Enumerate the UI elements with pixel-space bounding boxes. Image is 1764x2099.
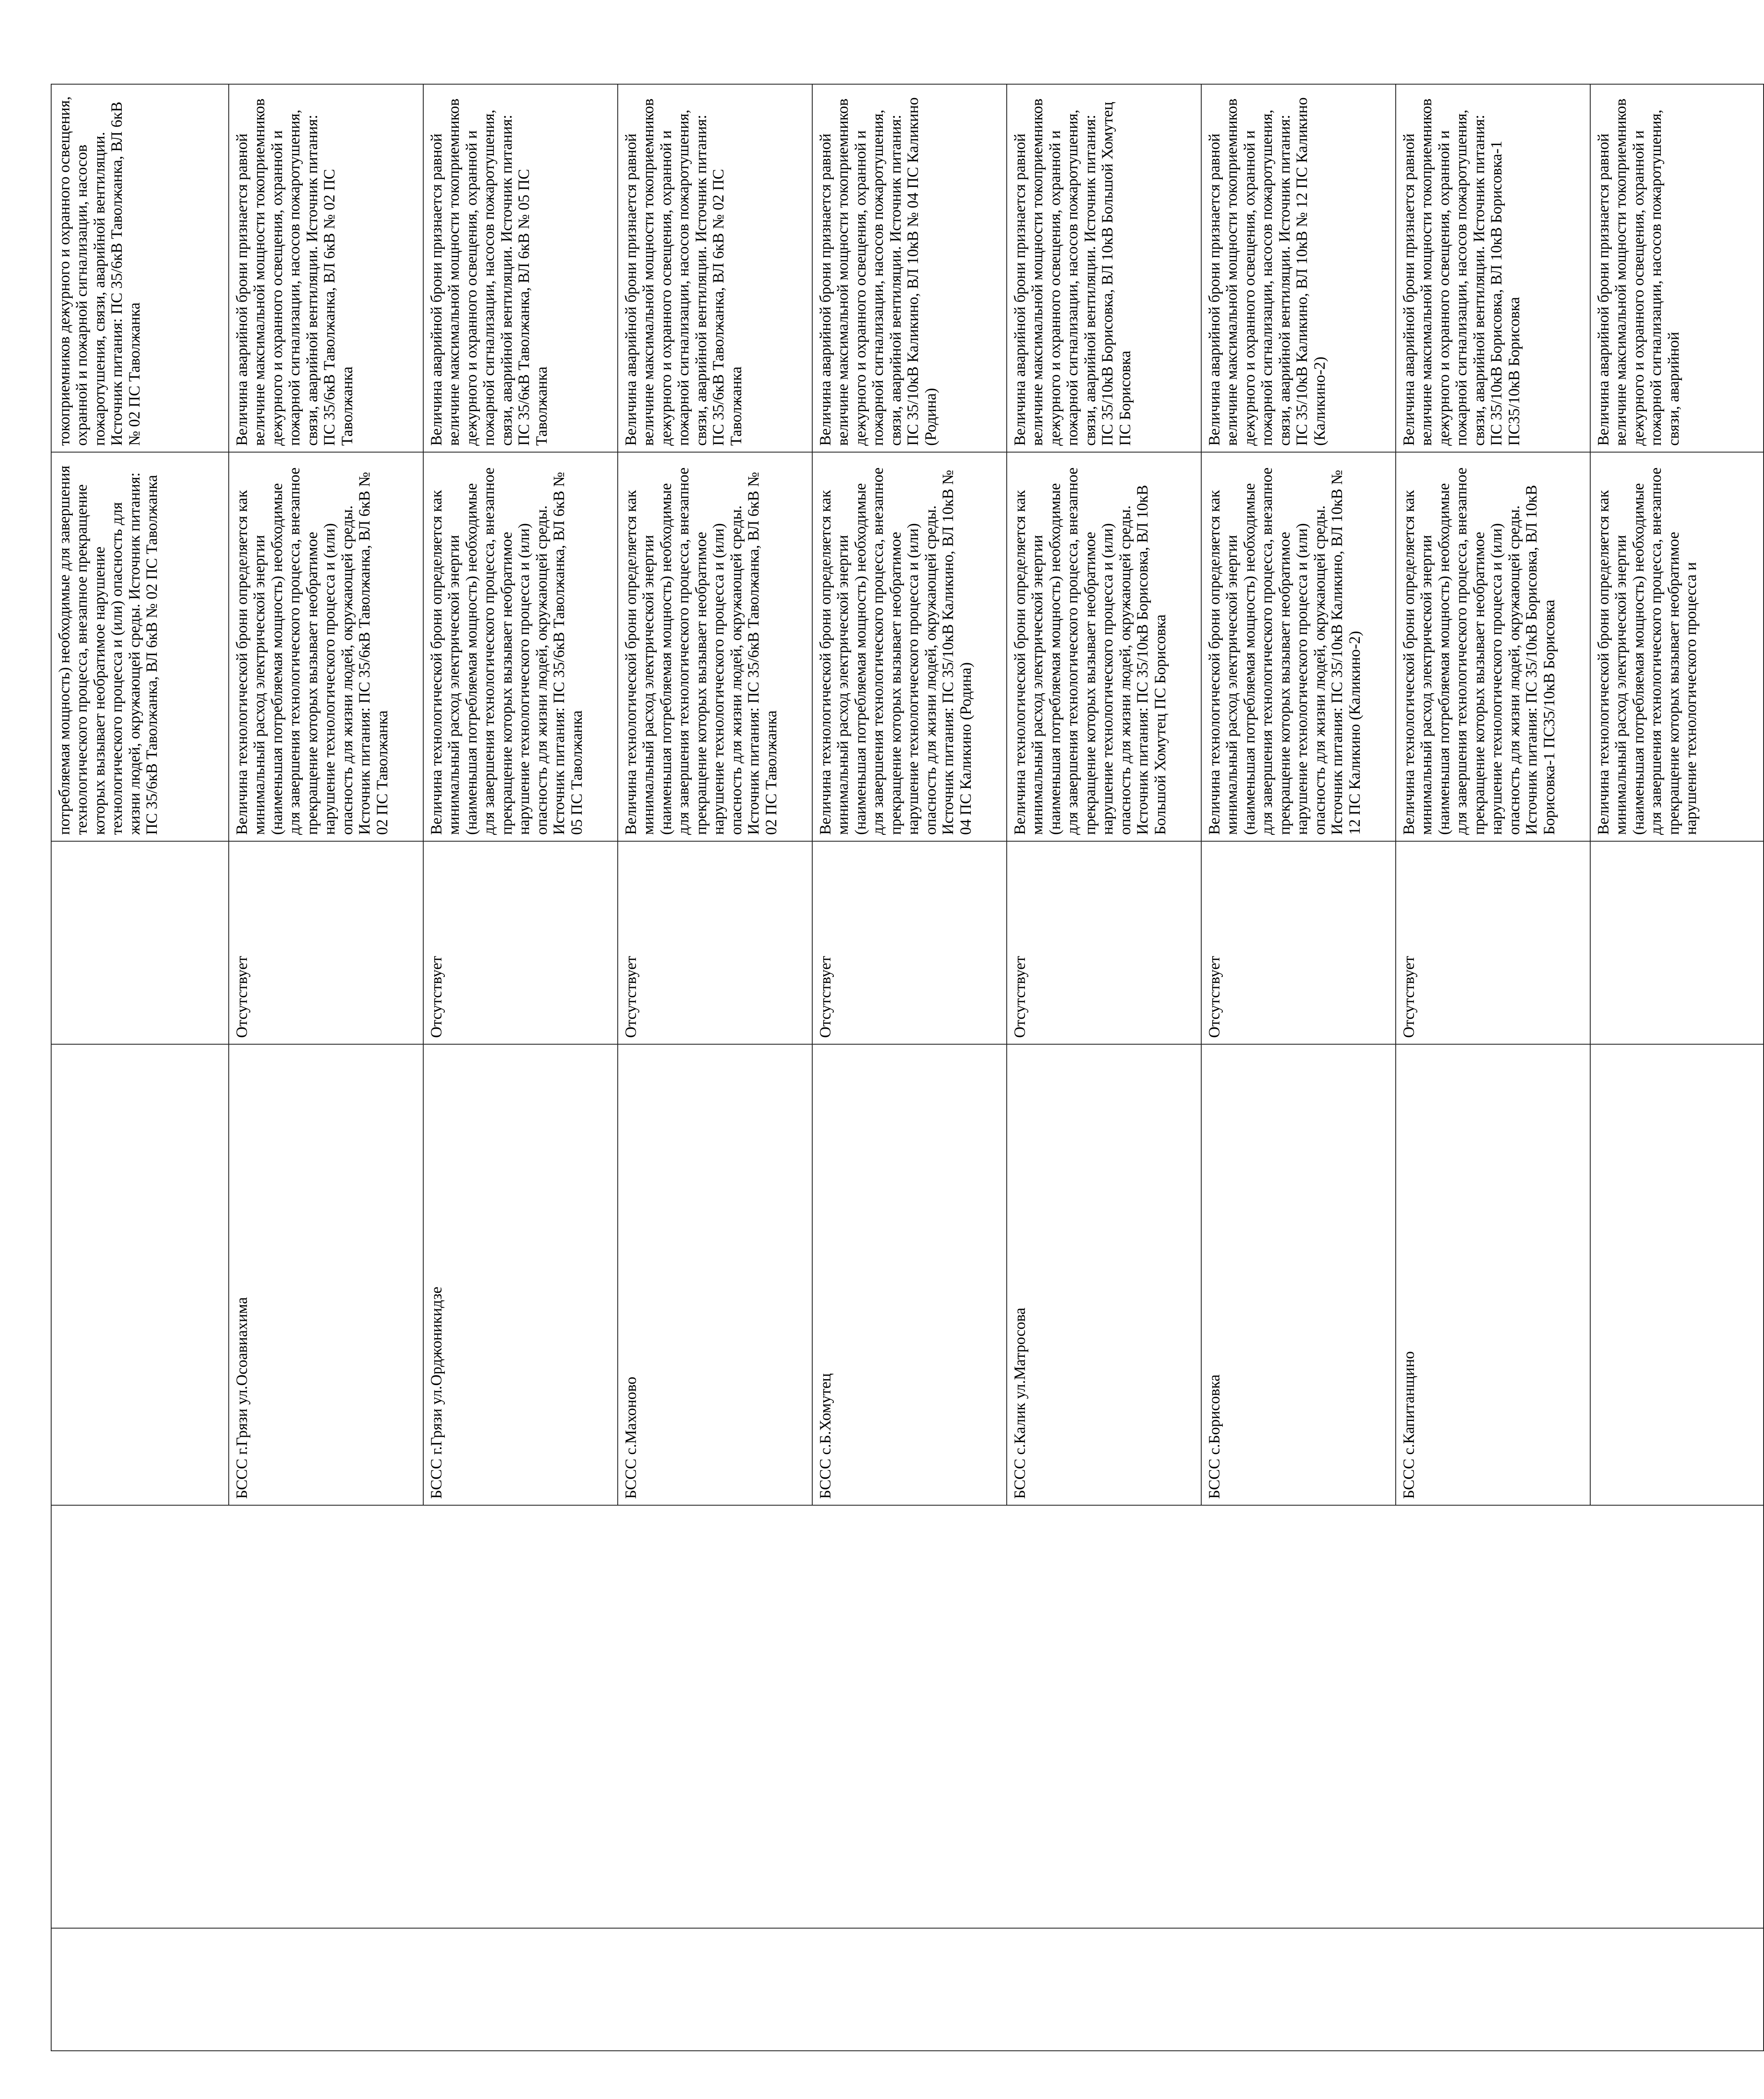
status-cell: Отсутствует	[1396, 841, 1590, 1044]
technological-reserve-cell: потребляемая мощность) необходимые для завершения технологического процесса, внезапное прекращение которых вызывает необратимое нарушение технологического процесса и (или) опасность для жизни людей, окружающей среды. Источник питания: ПС 35/6кВ Таволжанка, ВЛ 6кВ № 02 ПС Таволжанка	[51, 452, 229, 841]
status-cell: Отсутствует	[1201, 841, 1396, 1044]
object-cell: БССС с.Капитанщино	[1396, 1044, 1590, 1505]
object-cell: БССС г.Грязи ул.Орджоникидзе	[423, 1044, 618, 1505]
emergency-reserve-cell: Величина аварийной брони признается равной величине максимальной мощности токоприемников дежурного и охранного освещения, охранной и пожарной сигнализации, насосов пожаротушения, связи, аварийной вентиляции. Источник питания: ПС 35/10кВ Каликино, ВЛ 10кВ № 04 ПС Каликино (Родина)	[812, 84, 1007, 452]
technological-reserve-cell: Величина технологической брони определяется как минимальный расход электрической энергии (наименьшая потребляемая мощность) необходимые для завершения технологического процесса, внезапное прекращение которых вызывает необратимое нарушение технологического процесса и (или) опасность для жизни людей, окружающей среды. Источник питания: ПС 35/10кВ Борисовка, ВЛ 10кВ Борисовка-1 ПС35/10кВ Борисовка	[1396, 452, 1590, 841]
object-cell: БССС г.Грязи ул.Осоавиахима	[229, 1044, 423, 1505]
emergency-reserve-cell: Величина аварийной брони признается равной величине максимальной мощности токоприемников дежурного и охранного освещения, охранной и пожарной сигнализации, насосов пожаротушения, связи, аварийной вентиляции. Источник питания: ПС 35/10кВ Борисовка, ВЛ 10кВ Борисовка-1 ПС35/10кВ Борисовка	[1396, 84, 1590, 452]
status-cell: Отсутствует	[618, 841, 812, 1044]
technological-reserve-cell: Величина технологической брони определяется как минимальный расход электрической энергии (наименьшая потребляемая мощность) необходимые для завершения технологического процесса, внезапное прекращение которых вызывает необратимое нарушение технологического процесса и (или) опасность для жизни людей, окружающей среды. Источник питания: ПС 35/6кВ Таволжанка, ВЛ 6кВ № 02 ПС Таволжанка	[229, 452, 423, 841]
status-cell: Отсутствует	[423, 841, 618, 1044]
table-body	[51, 84, 1764, 2051]
emergency-reserve-cell: Величина аварийной брони признается равной величине максимальной мощности токоприемников дежурного и охранного освещения, охранной и пожарной сигнализации, насосов пожаротушения, связи, аварийной	[1590, 84, 1764, 452]
table-row-continued	[51, 84, 229, 2051]
status-cell: Отсутствует	[812, 841, 1007, 1044]
emergency-reserve-cell: Величина аварийной брони признается равной величине максимальной мощности токоприемников дежурного и охранного освещения, охранной и пожарной сигнализации, насосов пожаротушения, связи, аварийной вентиляции. Источник питания: ПС 35/10кВ Каликино, ВЛ 10кВ № 12 ПС Каликино (Каликино-2)	[1201, 84, 1396, 452]
technological-reserve-cell: Величина технологической брони определяется как минимальный расход электрической энергии (наименьшая потребляемая мощность) необходимые для завершения технологического процесса, внезапное прекращение которых вызывает необратимое нарушение технологического процесса и (или) опасность для жизни людей, окружающей среды. Источник питания: ПС 35/6кВ Таволжанка, ВЛ 6кВ № 05 ПС Таволжанка	[423, 452, 618, 841]
object-cell: БССС с.Калик ул.Матросова	[1007, 1044, 1201, 1505]
emergency-reserve-cell: Величина аварийной брони признается равной величине максимальной мощности токоприемников дежурного и охранного освещения, охранной и пожарной сигнализации, насосов пожаротушения, связи, аварийной вентиляции. Источник питания: ПС 35/6кВ Таволжанка, ВЛ 6кВ № 05 ПС Таволжанка	[423, 84, 618, 452]
emergency-reserve-cell: Величина аварийной брони признается равной величине максимальной мощности токоприемников дежурного и охранного освещения, охранной и пожарной сигнализации, насосов пожаротушения, связи, аварийной вентиляции. Источник питания: ПС 35/6кВ Таволжанка, ВЛ 6кВ № 02 ПС Таволжанка	[229, 84, 423, 452]
row-number-cell	[51, 1928, 1764, 2051]
status-cell: Отсутствует	[1007, 841, 1201, 1044]
consumer-cell	[51, 1505, 1764, 1928]
object-cell	[51, 1044, 229, 1505]
technological-reserve-cell: Величина технологической брони определяется как минимальный расход электрической энергии (наименьшая потребляемая мощность) необходимые для завершения технологического процесса, внезапное прекращение которых вызывает необратимое нарушение технологического процесса и	[1590, 452, 1764, 841]
rotated-page	[51, 85, 1700, 2051]
technological-reserve-cell: Величина технологической брони определяется как минимальный расход электрической энергии (наименьшая потребляемая мощность) необходимые для завершения технологического процесса, внезапное прекращение которых вызывает необратимое нарушение технологического процесса и (или) опасность для жизни людей, окружающей среды. Источник питания: ПС 35/6кВ Таволжанка, ВЛ 6кВ № 02 ПС Таволжанка	[618, 452, 812, 841]
status-cell	[51, 841, 229, 1044]
emergency-reserve-cell: Величина аварийной брони признается равной величине максимальной мощности токоприемников дежурного и охранного освещения, охранной и пожарной сигнализации, насосов пожаротушения, связи, аварийной вентиляции. Источник питания: ПС 35/10кВ Борисовка, ВЛ 10кВ Большой Хомутец ПС Борисовка	[1007, 84, 1201, 452]
reservation-table	[51, 84, 1764, 2051]
object-cell: БССС с.Б.Хомутец	[812, 1044, 1007, 1505]
technological-reserve-cell: Величина технологической брони определяется как минимальный расход электрической энергии (наименьшая потребляемая мощность) необходимые для завершения технологического процесса, внезапное прекращение которых вызывает необратимое нарушение технологического процесса и (или) опасность для жизни людей, окружающей среды. Источник питания: ПС 35/10кВ Каликино, ВЛ 10кВ № 12 ПС Каликино (Каликино-2)	[1201, 452, 1396, 841]
object-cell: БССС с.Махоново	[618, 1044, 812, 1505]
technological-reserve-cell: Величина технологической брони определяется как минимальный расход электрической энергии (наименьшая потребляемая мощность) необходимые для завершения технологического процесса, внезапное прекращение которых вызывает необратимое нарушение технологического процесса и (или) опасность для жизни людей, окружающей среды. Источник питания: ПС 35/10кВ Каликино, ВЛ 10кВ № 04 ПС Каликино (Родина)	[812, 452, 1007, 841]
emergency-reserve-cell: токоприемников дежурного и охранного освещения, охранной и пожарной сигнализации, насосов пожаротушения, связи, аварийной вентиляции. Источник питания: ПС 35/6кВ Таволжанка, ВЛ 6кВ № 02 ПС Таволжанка	[51, 84, 229, 452]
technological-reserve-cell: Величина технологической брони определяется как минимальный расход электрической энергии (наименьшая потребляемая мощность) необходимые для завершения технологического процесса, внезапное прекращение которых вызывает необратимое нарушение технологического процесса и (или) опасность для жизни людей, окружающей среды. Источник питания: ПС 35/10кВ Борисовка, ВЛ 10кВ Большой Хомутец ПС Борисовка	[1007, 452, 1201, 841]
status-cell: Отсутствует	[229, 841, 423, 1044]
object-cell: БССС с.Борисовка	[1201, 1044, 1396, 1505]
emergency-reserve-cell: Величина аварийной брони признается равной величине максимальной мощности токоприемников дежурного и охранного освещения, охранной и пожарной сигнализации, насосов пожаротушения, связи, аварийной вентиляции. Источник питания: ПС 35/6кВ Таволжанка, ВЛ 6кВ № 02 ПС Таволжанка	[618, 84, 812, 452]
object-cell	[1590, 1044, 1764, 1505]
status-cell	[1590, 841, 1764, 1044]
